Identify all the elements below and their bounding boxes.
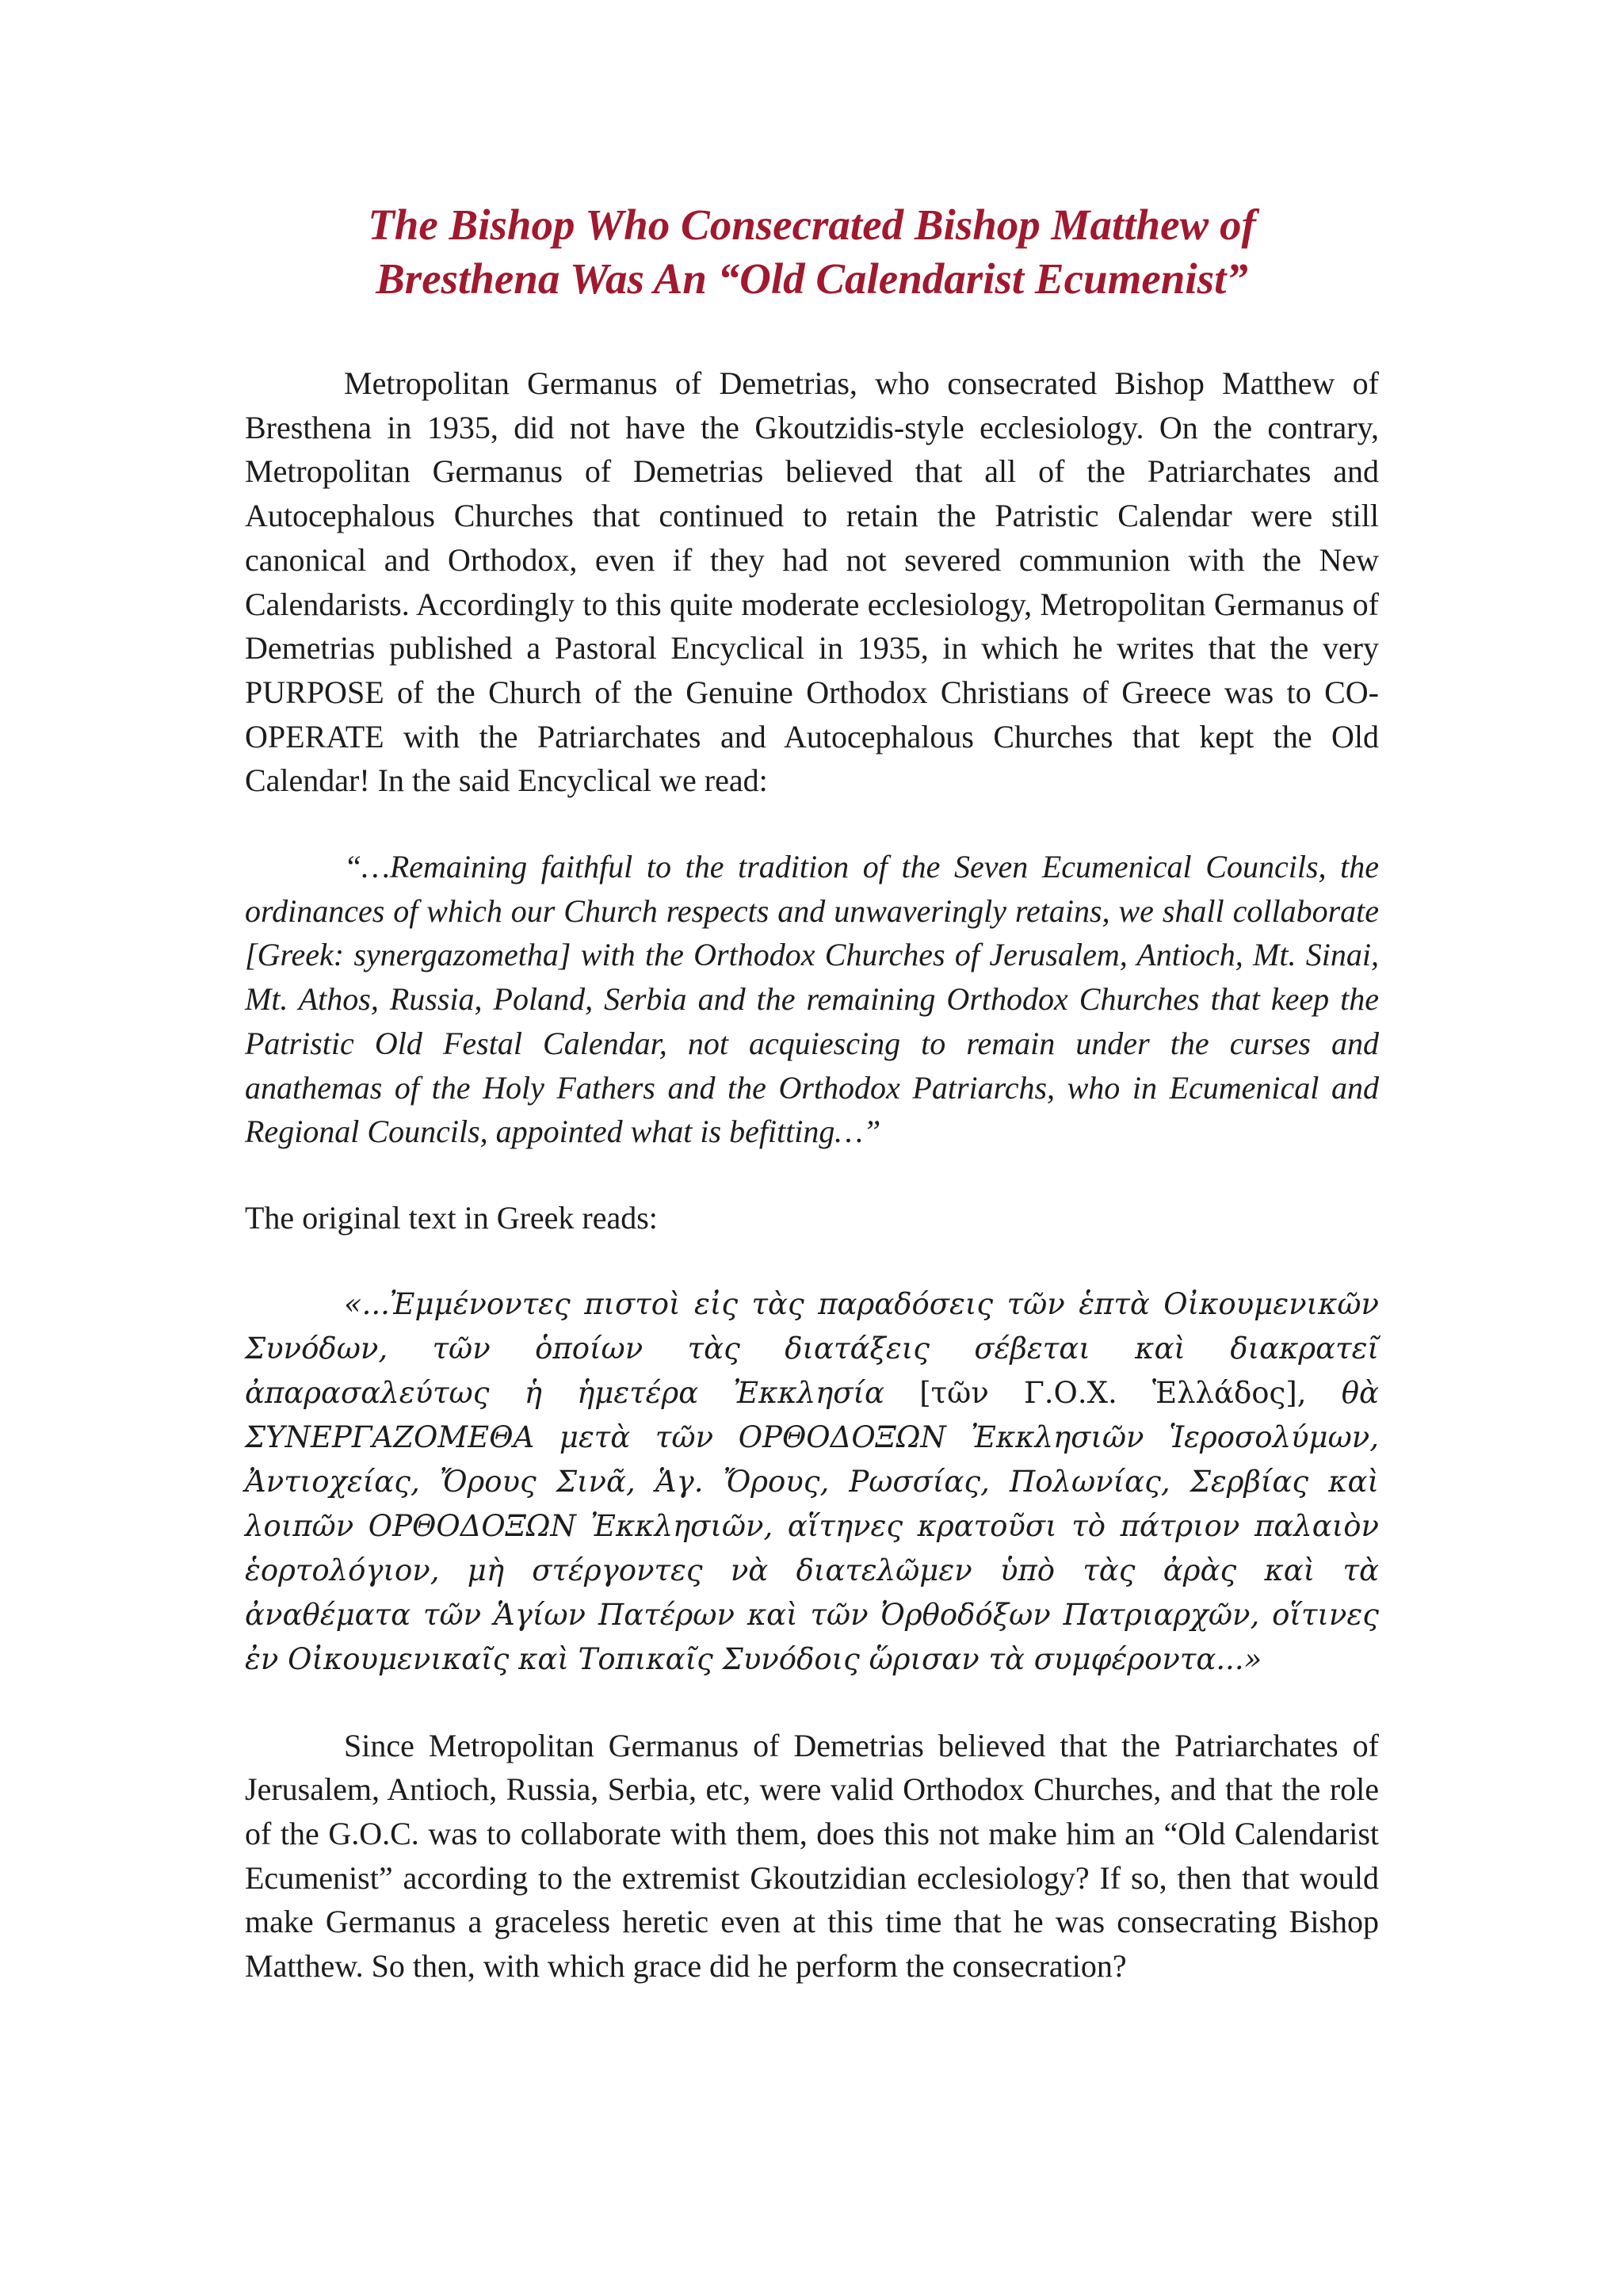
- intro-paragraph: Metropolitan Germanus of Demetrias, who consecrated Bishop Matthew of Bresthena in 1935, did not have the Gkoutzidis-style ecclesiology. On the contrary, Metropolitan Germanus of Demetrias believed that all of the Patriarchates and Autocephalous Churches that continued to retain the Patristic Calendar were still canonical and Orthodox, even if they had not severed communion with the New Calendarists. Accordingly to this quite moderate ecclesiology, Metropolitan Germanus of Demetrias published a Pastoral Encyclical in 1935, in which he writes that the very PURPOSE of the Church of the Genuine Orthodox Christians of Greece was to CO-OPERATE with the Patriarchates and Autocephalous Churches that kept the Old Calendar! In the said Encyclical we read:: [245, 365, 1379, 799]
- closing-paragraph: Since Metropolitan Germanus of Demetrias believed that the Patriarchates of Jerusalem, Antioch, Russia, Serbia, etc, were valid Orthodox Churches, and that the role of the G.O.C. was to collaborate with them, does this not make him an “Old Calendarist Ecumenist” according to the extremist Gkoutzidian ecclesiology? If so, then that would make Germanus a graceless heretic even at this time that he was consecrating Bishop Matthew. So then, with which grace did he perform the consecration?: [245, 1727, 1379, 1985]
- title-line-2: Bresthena Was An “Old Calendarist Ecumenist”: [376, 254, 1248, 303]
- title-line-1: The Bishop Who Consecrated Bishop Matthew of: [368, 201, 1256, 249]
- greek-quote-part-2: θὰ ΣΥΝΕΡΓΑΖΟΜΕΘΑ μετὰ τῶν ΟΡΘΟΔΟΞΩΝ Ἐκκλησιῶν Ἱεροσολύμων, Ἀντιοχείας, Ὄρους Σινᾶ, Ἁγ. Ὄρους, Ρωσσίας, Πολωνίας, Σερβίας καὶ λοιπῶν ΟΡΘΟΔΟΞΩΝ Ἐκκλησιῶν, αἵτηνες κρατοῦσι τὸ πάτριον παλαιὸν ἑορτολόγιον, μὴ στέργοντες νὰ διατελῶμεν ὑπὸ τὰς ἀρὰς καὶ τὰ ἀναθέματα τῶν Ἁγίων Πατέρων καὶ τῶν Ὀρθοδόξων Πατριαρχῶν, οἵτινες ἐν Οἰκουμενικαῖς καὶ Τοπικαῖς Συνόδοις ὥρισαν τὰ συμφέροντα...»: [245, 1375, 1379, 1676]
- document-body: [245, 198, 1379, 1988]
- greek-intro-line: The original text in Greek reads:: [245, 1199, 658, 1236]
- greek-quote-part-1: «...Ἐμμένοντες πιστοὶ εἰς τὰς παραδόσεις τῶν ἑπτὰ Οἰκουμενικῶν Συνόδων, τῶν ὁποίων τὰς διατάξεις σέβεται καὶ διακρατεῖ ἀπαρασαλεύτως ἡ ἡμετέρα Ἐκκλησία: [245, 1286, 1379, 1410]
- greek-quote-bracket: [τῶν Γ.Ο.Χ. Ἑλλάδος],: [919, 1375, 1307, 1410]
- english-quote-paragraph: “…Remaining faithful to the tradition of the Seven Ecumenical Councils, the ordinances of which our Church respects and unwaveringly retains, we shall collaborate [Greek: synergazometha] with the Orthodox Churches of Jerusalem, Antioch, Mt. Sinai, Mt. Athos, Russia, Poland, Serbia and the remaining Orthodox Churches that keep the Patristic Old Festal Calendar, not acquiescing to remain under the curses and anathemas of the Holy Fathers and the Orthodox Patriarchs, who in Ecumenical and Regional Councils, appointed what is befitting…”: [245, 849, 1379, 1150]
- document-title: [245, 198, 1379, 306]
- greek-quote-paragraph: [245, 1282, 1379, 1682]
